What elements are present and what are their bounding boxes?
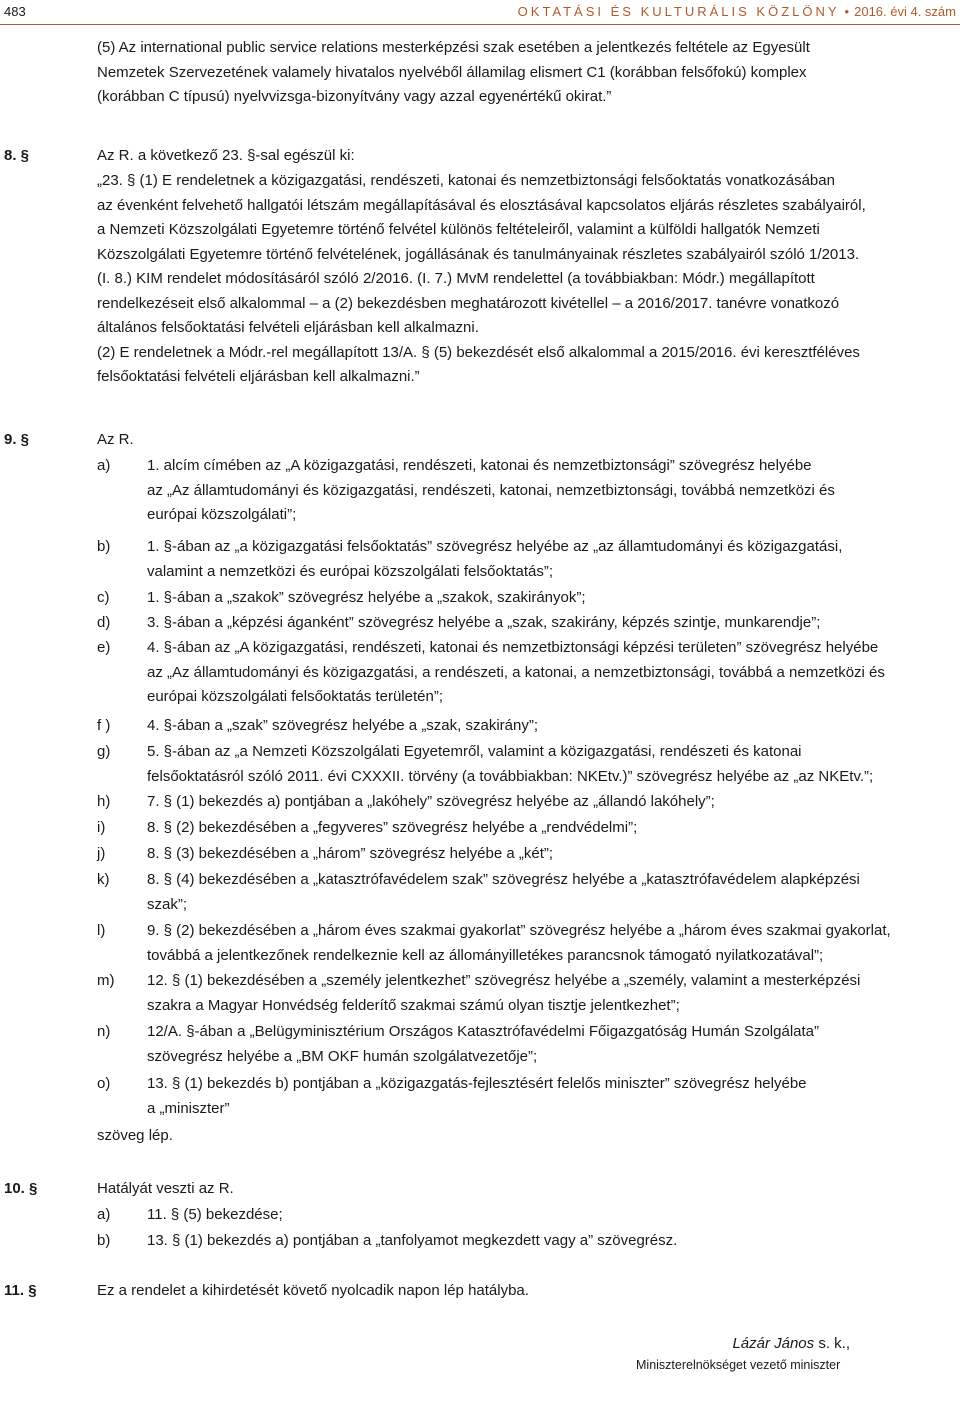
list-item: f ) 4. §-ában a „szak” szövegrész helyébe a „szak, szakirány”; [97,717,539,734]
header-rule [0,24,960,25]
list-item: i) 8. § (2) bekezdésében a „fegyveres” szövegrész helyébe a „rendvédelmi”; [97,819,638,836]
list-item: g) 5. §-ában az „a Nemzeti Közszolgálati Egyetemről, valamint a közigazgatási, rendészeti és katonai felsőoktatásról szóló 2011. évi CXXXII. törvény (a továbbiakban: NKEtv.)” szövegrész helyébe az „az NKEtv.”; [97,743,874,785]
list-item: n) 12/A. §-ában a „Belügyminisztérium Országos Katasztrófavédelmi Főigazgatóság Humán Szolgálata” szövegrész helyébe a „BM OKF humán szolgálatvezetője”; [97,1023,819,1065]
list-item: c) 1. §-ában a „szakok” szövegrész helyébe a „szakok, szakirányok”; [97,589,586,606]
signature [732,1335,850,1352]
journal-title: OKTATÁSI ÉS KULTURÁLIS KÖZLÖNY • 2016. évi 4. szám [517,4,956,19]
section-11-text: Ez a rendelet a kihirdetését követő nyolcadik napon lép hatályba. [97,1282,529,1299]
section-9-number: 9. § [4,431,30,448]
list-item: e) 4. §-ában az „A közigazgatási, rendészeti, katonai és nemzetbiztonsági képzési területen” szövegrész helyébe az „Az államtudományi és közigazgatási, a rendészeti, a katonai, a nemzetbiztonsági, továbbá a nemzetközi és európai közszolgálati felsőoktatás területén”; [97,639,885,705]
list-item: a) 11. § (5) bekezdése; [97,1206,283,1223]
issue-date: 2016. évi 4. szám [854,4,956,19]
section-9-closing: szöveg lép. [97,1127,173,1144]
signatory-role: Miniszterelnökséget vezető miniszter [636,1358,841,1372]
paragraph-5: (5) Az international public service relations mesterképzési szak esetében a jelentkezés feltétele az Egyesült Nemzetek Szervezetének valamely hivatalos nyelvéből államilag elismert C1 (korábban felsőfokú) komplex (korábban C típusú) nyelvvizsga-bizonyítvány vagy azzal egyenértékű okirat.” [97,39,810,105]
signatory-name: Lázár János s. k., [732,1335,850,1352]
section-8-heading: Az R. a következő 23. §-sal egészül ki: [97,147,355,164]
section-10-number: 10. § [4,1180,38,1197]
page-header [0,0,960,24]
section-10-heading: Hatályát veszti az R. [97,1180,234,1197]
section-8-body: „23. § (1) E rendeletnek a közigazgatási, rendészeti, katonai és nemzetbiztonsági felsőoktatás vonatkozásában az évenként felvehető hallgatói létszám megállapításával és elosztásával kapcsolatos eljárás részletes szabályairól, a Nemzeti Közszolgálati Egyetemre történő felvétel különös feltételeiről, valamint a külföldi hallgatók Nemzeti Közszolgálati Egyetemre történő felvételének, jogállásának és tanulmányainak részletes szabályairól szóló 1/2013. (I. 8.) KIM rendelet módosításáról szóló 2/2016. (I. 7.) MvM rendelettel (a továbbiakban: Módr.) megállapított rendelkezéseit első alkalommal – a (2) bekezdésben meghatározott kivétellel – a 2016/2017. tanévre vonatkozó általános felsőoktatási felvételi eljárásban kell alkalmazni. (2) E rendeletnek a Módr.-rel megállapított 13/A. § (5) bekezdését első alkalommal a 2015/2016. évi keresztféléves felsőoktatási felvételi eljárásban kell alkalmazni.” [97,172,866,385]
list-item: o) 13. § (1) bekezdés b) pontjában a „közigazgatás-fejlesztésért felelős miniszter” szövegrész helyébe a „miniszter” [97,1075,807,1117]
page-number: 483 [4,4,26,19]
list-item: k) 8. § (4) bekezdésében a „katasztrófavédelem szak” szövegrész helyébe a „katasztrófavédelem alapképzési szak”; [97,871,860,913]
list-item: h) 7. § (1) bekezdés a) pontjában a „lakóhely” szövegrész helyébe az „állandó lakóhely”; [97,793,715,810]
section-11-number: 11. § [4,1282,37,1299]
list-item: d) 3. §-ában a „képzési áganként” szövegrész helyébe a „szak, szakirány, képzés szintje, munkarendje”; [97,614,821,631]
list-item: b) 1. §-ában az „a közigazgatási felsőoktatás” szövegrész helyébe az „az államtudományi és közigazgatási, valamint a nemzetközi és európai közszolgálati felsőoktatás”; [97,538,843,580]
list-item: b) 13. § (1) bekezdés a) pontjában a „tanfolyamot megkezdett vagy a” szövegrész. [97,1232,678,1249]
list-item: l) 9. § (2) bekezdésében a „három éves szakmai gyakorlat” szövegrész helyébe a „három éves szakmai gyakorlat, továbbá a jelentkezőnek rendelkeznie kell az állományilletékes parancsnok támogató nyilatkozatával”; [97,922,891,964]
list-item: m) 12. § (1) bekezdésében a „személy jelentkezhet” szövegrész helyébe a „személy, valamint a mesterképzési szakra a Magyar Honvédség felderítő szakmai számú olyan tisztje jelentkezhet”; [97,972,861,1014]
list-item: j) 8. § (3) bekezdésében a „három” szövegrész helyébe a „két”; [97,845,554,862]
list-item: a) 1. alcím címében az „A közigazgatási, rendészeti, katonai és nemzetbiztonsági” szövegrész helyébe az „Az államtudományi és közigazgatási, rendészeti, katonai, nemzetbiztonsági, továbbá nemzetközi és európai közszolgálati”; [97,457,835,523]
header-separator: • [844,4,850,19]
section-8-number: 8. § [4,147,30,164]
section-9-heading: Az R. [97,431,134,448]
